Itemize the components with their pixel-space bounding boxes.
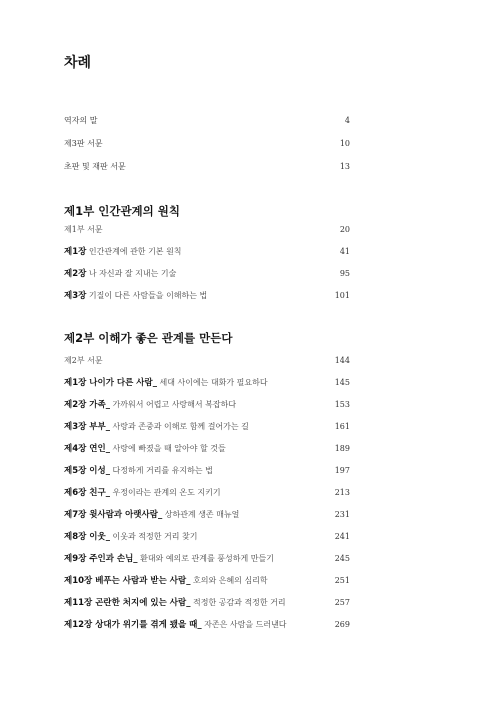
entry-page: 153 (334, 400, 350, 409)
entry-page: 20 (339, 225, 350, 234)
entry-title: 다정하게 거리를 유지하는 법 (109, 466, 213, 475)
toc-entry (64, 243, 350, 260)
part-heading: 제2부 이해가 좋은 관계를 만든다 (64, 331, 233, 345)
toc-entry (64, 265, 350, 282)
toc-entry (64, 550, 350, 567)
toc-entry (64, 287, 350, 304)
entry-title: 초판 및 재판 서문 (64, 162, 126, 171)
chapter-label: 제10장 베푸는 사람과 받는 사람_ (64, 576, 191, 586)
chapter-label: 제4장 연인_ (64, 444, 110, 454)
part-heading: 제1부 인간관계의 원칙 (64, 204, 180, 218)
entry-title: 제2부 서문 (64, 356, 103, 365)
entry-title: 제1부 서문 (64, 225, 103, 234)
toc-entry (64, 135, 350, 152)
toc-entry (64, 440, 350, 457)
entry-page: 213 (334, 488, 350, 497)
entry-title: 사랑과 존중과 이해로 함께 걸어가는 길 (109, 422, 249, 431)
entry-title: 적정한 공감과 적정한 거리 (190, 598, 286, 607)
chapter-label: 제12장 상대가 위기를 겪게 됐을 때_ (64, 620, 202, 630)
entry-page: 241 (334, 532, 350, 541)
chapter-label: 제11장 곤란한 처지에 있는 사람_ (64, 598, 191, 608)
entry-page: 257 (334, 598, 350, 607)
entry-page: 13 (339, 162, 350, 171)
entry-page: 245 (334, 554, 350, 563)
chapter-label: 제3장 (64, 291, 87, 301)
entry-page: 189 (334, 444, 350, 453)
entry-title: 역자의 말 (64, 116, 98, 125)
toc-title: 차례 (64, 55, 92, 71)
chapter-label: 제1장 나이가 다른 사람_ (64, 378, 157, 388)
entry-page: 269 (334, 620, 350, 629)
toc-entry (64, 158, 350, 175)
toc-entry (64, 112, 350, 129)
toc-entry (64, 462, 350, 479)
entry-page: 101 (334, 291, 350, 300)
chapter-label: 제1장 (64, 247, 87, 257)
entry-page: 95 (339, 269, 350, 278)
entry-page: 4 (344, 116, 350, 125)
toc-entry (64, 506, 350, 523)
toc-entry (64, 352, 350, 369)
toc-entry (64, 396, 350, 413)
toc-entry (64, 374, 350, 391)
entry-title: 가까워서 어렵고 사랑해서 복잡하다 (109, 400, 237, 409)
entry-page: 144 (334, 356, 350, 365)
entry-title: 상하관계 생존 매뉴얼 (162, 510, 240, 519)
chapter-label: 제2장 (64, 269, 87, 279)
entry-title: 인간관계에 관한 기본 원칙 (86, 247, 182, 256)
entry-page: 161 (334, 422, 350, 431)
toc-entry (64, 572, 350, 589)
entry-title: 제3판 서문 (64, 139, 103, 148)
entry-page: 251 (334, 576, 350, 585)
entry-page: 145 (334, 378, 350, 387)
chapter-label: 제2장 가족_ (64, 400, 110, 410)
entry-title: 호의와 은혜의 심리학 (190, 576, 268, 585)
entry-title: 사랑에 빠졌을 때 알아야 할 것들 (109, 444, 226, 453)
entry-page: 231 (334, 510, 350, 519)
chapter-label: 제7장 윗사람과 아랫사람_ (64, 510, 163, 520)
toc-entry (64, 221, 350, 238)
chapter-label: 제9장 주인과 손님_ (64, 554, 138, 564)
toc-entry (64, 484, 350, 501)
entry-page: 10 (339, 139, 350, 148)
entry-page: 197 (334, 466, 350, 475)
toc-entry (64, 594, 350, 611)
chapter-label: 제3장 부부_ (64, 422, 110, 432)
toc-entry (64, 616, 350, 633)
entry-title: 자존은 사람을 드러낸다 (201, 620, 287, 629)
chapter-label: 제5장 이성_ (64, 466, 110, 476)
entry-title: 우정이라는 관계의 온도 지키기 (109, 488, 221, 497)
entry-title: 기질이 다른 사람들을 이해하는 법 (86, 291, 208, 300)
entry-title: 세대 사이에는 대화가 필요하다 (156, 378, 268, 387)
entry-title: 이웃과 적정한 거리 찾기 (109, 532, 198, 541)
toc-entry (64, 528, 350, 545)
toc-entry (64, 418, 350, 435)
chapter-label: 제8장 이웃_ (64, 532, 110, 542)
entry-title: 나 자신과 잘 지내는 기술 (86, 269, 177, 278)
entry-title: 환대와 예의로 관계를 풍성하게 만들기 (137, 554, 274, 563)
chapter-label: 제6장 친구_ (64, 488, 110, 498)
entry-page: 41 (339, 247, 350, 256)
